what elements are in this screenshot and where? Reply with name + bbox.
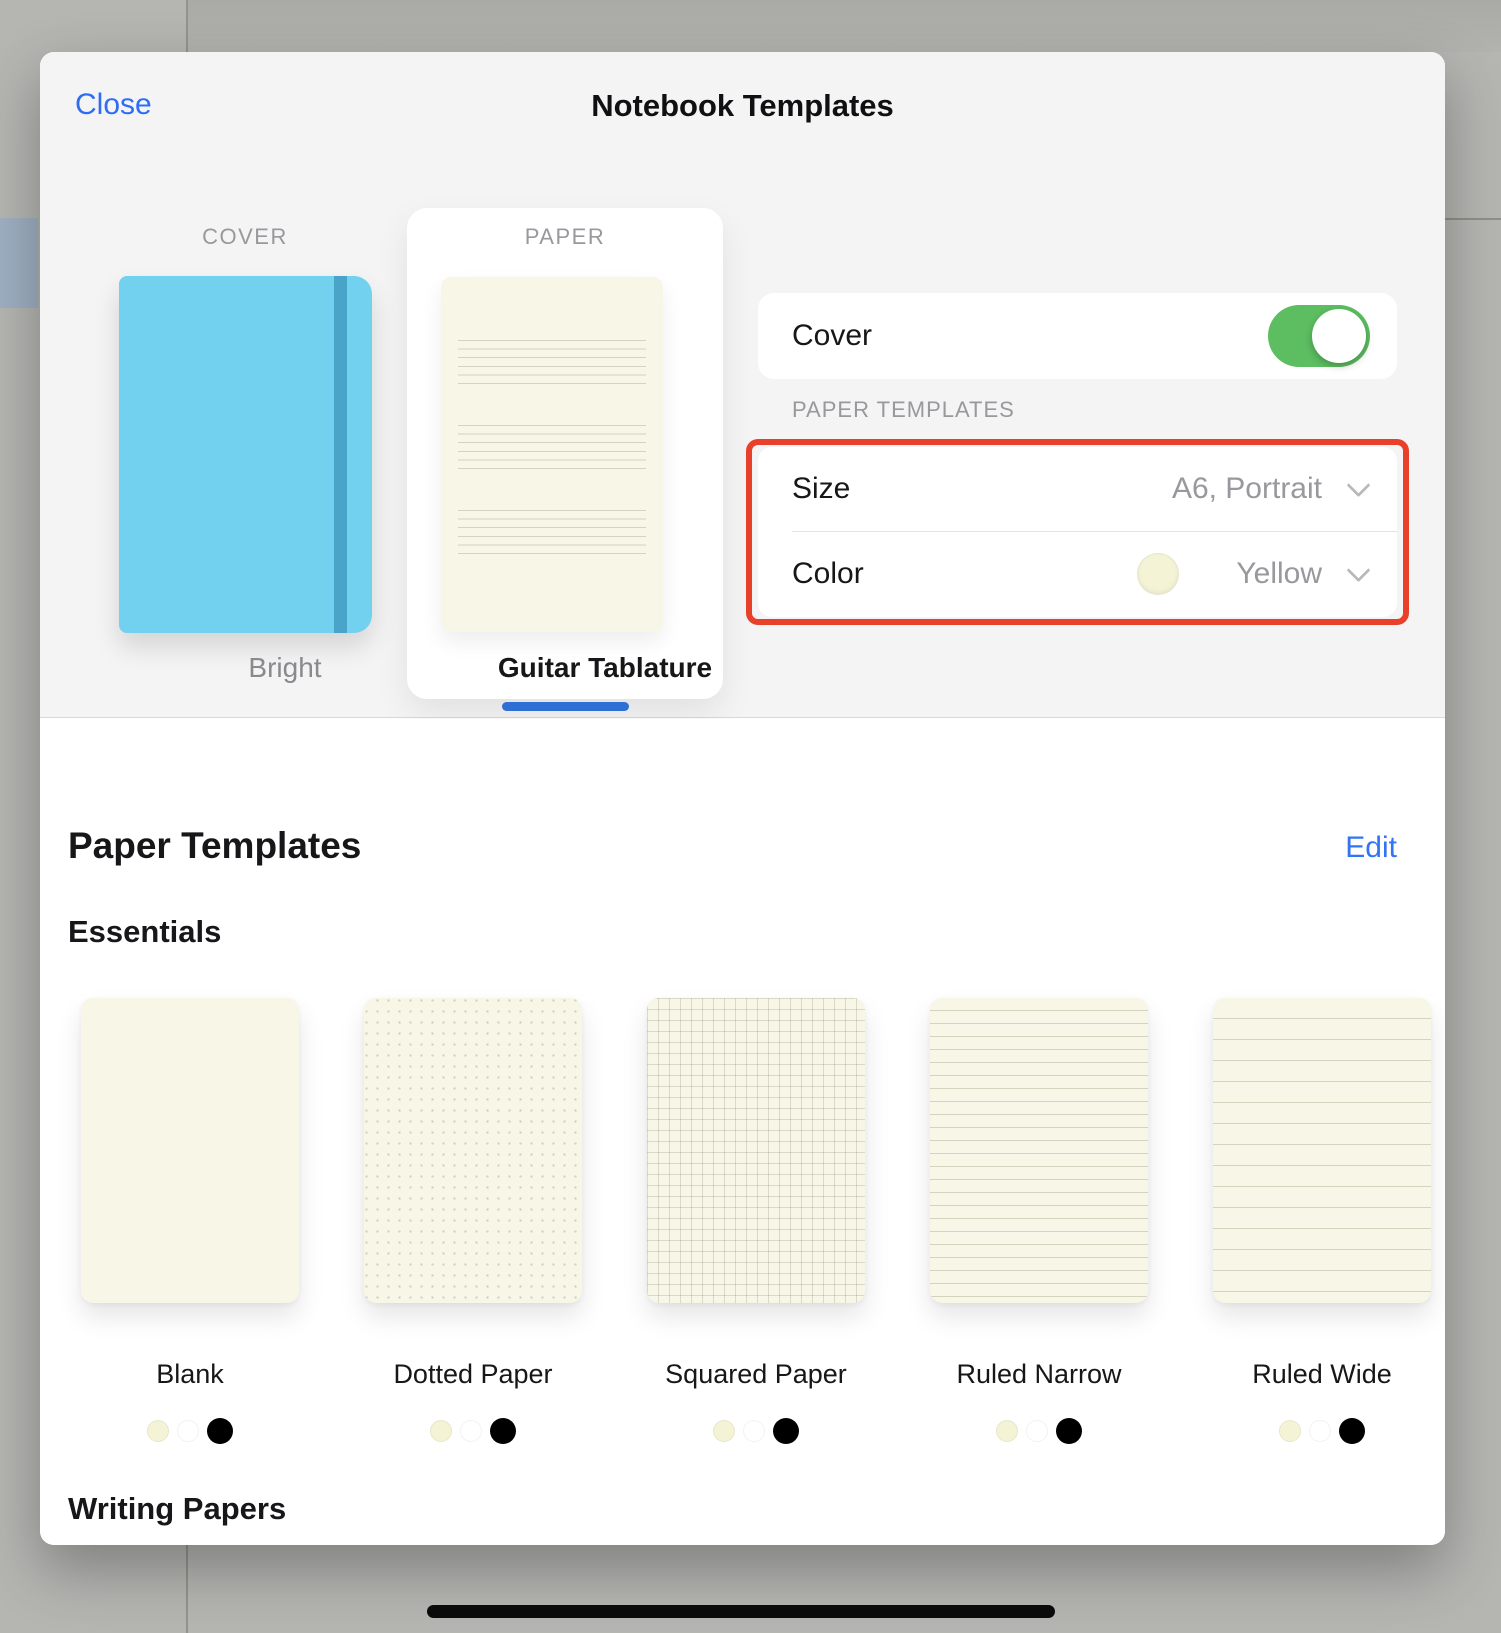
color-options [620, 1418, 892, 1444]
color-dot-yellow [713, 1420, 735, 1442]
paper-template-item-squared[interactable] [620, 998, 892, 1444]
home-indicator[interactable] [427, 1605, 1055, 1618]
toggle-knob [1312, 309, 1366, 363]
tablature-lines [458, 425, 646, 469]
color-options [337, 1418, 609, 1444]
cover-toggle-row [758, 293, 1397, 379]
paper-template-item-blank[interactable] [54, 998, 326, 1444]
paper-thumbnail-guitar-tablature[interactable] [441, 277, 663, 632]
color-dot-black [773, 1418, 799, 1444]
paper-preview-ruled-narrow [930, 998, 1148, 1303]
paper-preview-ruled-wide [1213, 998, 1431, 1303]
cover-elastic-band [334, 276, 347, 633]
cover-toggle-switch[interactable] [1268, 305, 1370, 367]
chevron-down-icon [1346, 473, 1370, 497]
library-heading: Paper Templates [68, 825, 362, 866]
color-dot-black [490, 1418, 516, 1444]
color-dot-white [460, 1420, 482, 1442]
color-label: Color [792, 557, 864, 590]
color-dot-white [177, 1420, 199, 1442]
paper-template-item-ruled-wide[interactable] [1186, 998, 1445, 1444]
close-button[interactable]: Close [75, 88, 152, 121]
color-dot-black [1056, 1418, 1082, 1444]
cover-name-label: Bright [248, 652, 322, 683]
paper-column-label: PAPER [524, 224, 606, 249]
writing-papers-heading: Writing Papers [68, 1491, 287, 1526]
color-dot-white [1026, 1420, 1048, 1442]
chevron-down-icon [1346, 558, 1370, 582]
size-value: A6, Portrait [1171, 472, 1322, 505]
tablature-lines [458, 340, 646, 384]
color-dot-white [743, 1420, 765, 1442]
paper-preview-blank [81, 998, 299, 1303]
paper-preview-dotted [364, 998, 582, 1303]
paper-template-label: Blank [156, 1359, 224, 1389]
color-row[interactable] [758, 532, 1397, 616]
edit-button[interactable]: Edit [1345, 831, 1397, 864]
color-dot-yellow [1279, 1420, 1301, 1442]
paper-template-label: Dotted Paper [393, 1359, 553, 1389]
paper-template-label: Squared Paper [665, 1359, 847, 1389]
cover-column-label: COVER [202, 224, 288, 249]
color-dot-yellow [147, 1420, 169, 1442]
notebook-templates-sheet [40, 52, 1445, 1545]
color-options [54, 1418, 326, 1444]
color-dot-yellow [430, 1420, 452, 1442]
color-options [903, 1418, 1175, 1444]
cover-thumbnail[interactable] [119, 276, 372, 633]
paper-selected-indicator [502, 702, 629, 711]
color-value: Yellow [1236, 557, 1322, 590]
color-dot-black [207, 1418, 233, 1444]
paper-name-label: Guitar Tablature [497, 652, 713, 683]
paper-template-item-ruled-narrow[interactable] [903, 998, 1175, 1444]
paper-template-label: Ruled Wide [1252, 1359, 1392, 1389]
essentials-heading: Essentials [68, 914, 222, 949]
paper-template-label: Ruled Narrow [956, 1359, 1122, 1389]
background-app-edge [1445, 218, 1501, 220]
paper-preview-squared [647, 998, 865, 1303]
color-dot-white [1309, 1420, 1331, 1442]
paper-settings-card [758, 447, 1397, 617]
sheet-title: Notebook Templates [591, 88, 894, 123]
color-dot-black [1339, 1418, 1365, 1444]
paper-templates-group-label: PAPER TEMPLATES [792, 397, 1015, 422]
paper-template-item-dotted[interactable] [337, 998, 609, 1444]
size-label: Size [792, 472, 851, 505]
template-config-section [40, 52, 1445, 718]
cover-toggle-label: Cover [792, 319, 873, 352]
tablature-lines [458, 510, 646, 554]
background-app-fragment [0, 218, 38, 308]
size-row[interactable] [758, 447, 1397, 531]
background-app-shade [188, 0, 1501, 52]
color-dot-yellow [996, 1420, 1018, 1442]
color-swatch-yellow [1137, 553, 1179, 595]
color-options [1186, 1418, 1445, 1444]
